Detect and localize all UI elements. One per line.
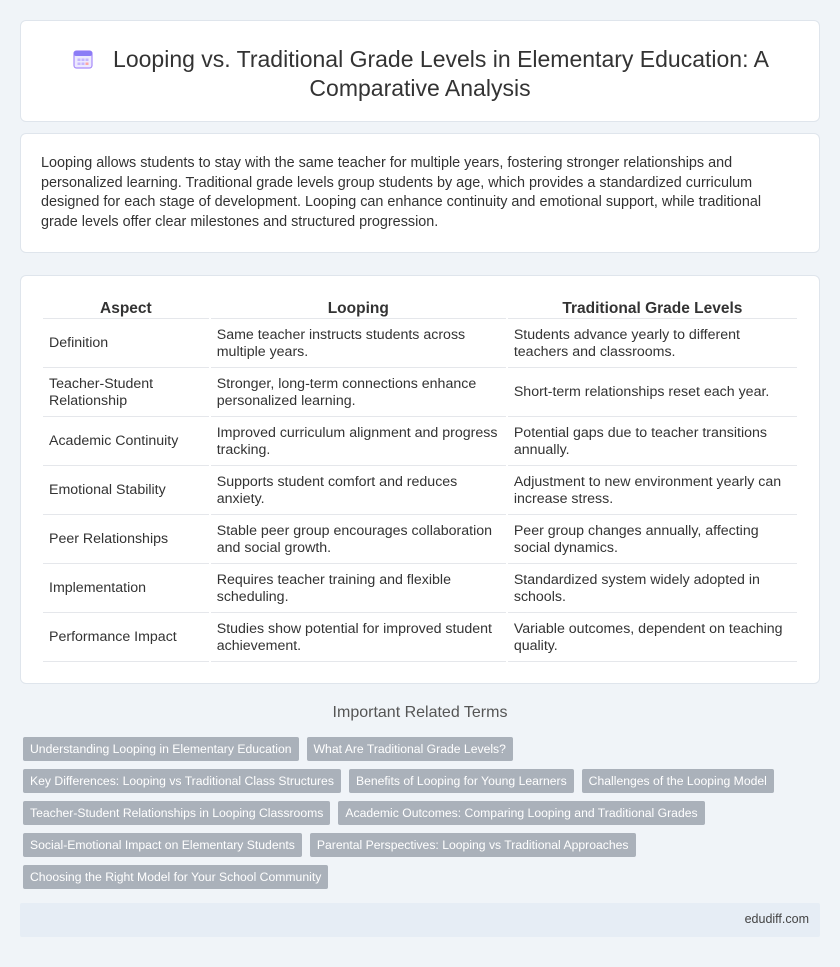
table-row <box>43 321 797 368</box>
aspect-cell: Teacher-Student Relationship <box>43 370 209 417</box>
intro-paragraph: Looping allows students to stay with the same teacher for multiple years, fostering stronger relationships and personalized learning. Traditional grade levels group students by age, which provides a standardized curriculum designed for each stage of development. Looping can enhance continuity and emotional support, while traditional grade levels offer clear milestones and structured progression. <box>41 155 762 230</box>
table-header-row <box>43 298 797 319</box>
related-term-link[interactable]: Academic Outcomes: Comparing Looping and Traditional Grades <box>338 801 704 825</box>
looping-cell: Studies show potential for improved student achievement. <box>211 615 506 662</box>
related-term-link[interactable]: Parental Perspectives: Looping vs Traditional Approaches <box>310 833 636 857</box>
looping-cell: Stronger, long-term connections enhance personalized learning. <box>211 370 506 417</box>
table-row <box>43 419 797 466</box>
related-term-link[interactable]: Choosing the Right Model for Your School Community <box>23 865 328 889</box>
traditional-cell: Peer group changes annually, affecting social dynamics. <box>508 517 797 564</box>
footer <box>20 903 820 937</box>
tag-row <box>23 833 803 857</box>
looping-cell: Requires teacher training and flexible scheduling. <box>211 566 506 613</box>
table-row <box>43 566 797 613</box>
related-term-link[interactable]: What Are Traditional Grade Levels? <box>307 737 513 761</box>
related-term-link[interactable]: Benefits of Looping for Young Learners <box>349 769 574 793</box>
comparison-card <box>20 275 820 684</box>
traditional-cell: Standardized system widely adopted in schools. <box>508 566 797 613</box>
table-row <box>43 615 797 662</box>
header-aspect: Aspect <box>43 298 209 319</box>
looping-cell: Supports student comfort and reduces anxiety. <box>211 468 506 515</box>
comparison-table <box>41 296 799 664</box>
related-term-link[interactable]: Social-Emotional Impact on Elementary Students <box>23 833 302 857</box>
traditional-cell: Students advance yearly to different teachers and classrooms. <box>508 321 797 368</box>
related-term-link[interactable]: Teacher-Student Relationships in Looping Classrooms <box>23 801 330 825</box>
looping-cell: Stable peer group encourages collaboration and social growth. <box>211 517 506 564</box>
traditional-cell: Potential gaps due to teacher transitions annually. <box>508 419 797 466</box>
related-terms-title: Important Related Terms <box>332 704 508 721</box>
footer-site-link[interactable]: edudiff.com <box>744 912 809 926</box>
table-row <box>43 517 797 564</box>
table-row <box>43 370 797 417</box>
tag-row <box>23 801 803 825</box>
header-looping: Looping <box>211 298 506 319</box>
aspect-cell: Emotional Stability <box>43 468 209 515</box>
traditional-cell: Short-term relationships reset each year. <box>508 370 797 417</box>
header-card <box>20 20 820 122</box>
table-row <box>43 468 797 515</box>
calendar-icon <box>71 47 95 71</box>
related-terms-list <box>23 737 803 897</box>
aspect-cell: Definition <box>43 321 209 368</box>
intro-card <box>20 133 820 253</box>
traditional-cell: Variable outcomes, dependent on teaching quality. <box>508 615 797 662</box>
aspect-cell: Implementation <box>43 566 209 613</box>
related-term-link[interactable]: Key Differences: Looping vs Traditional Class Structures <box>23 769 341 793</box>
looping-cell: Same teacher instructs students across multiple years. <box>211 321 506 368</box>
page-title-text: Looping vs. Traditional Grade Levels in Elementary Education: A Comparative Analysis <box>113 46 769 101</box>
aspect-cell: Academic Continuity <box>43 419 209 466</box>
related-term-link[interactable]: Challenges of the Looping Model <box>582 769 774 793</box>
aspect-cell: Performance Impact <box>43 615 209 662</box>
tag-row <box>23 737 803 761</box>
looping-cell: Improved curriculum alignment and progress tracking. <box>211 419 506 466</box>
traditional-cell: Adjustment to new environment yearly can increase stress. <box>508 468 797 515</box>
page-title <box>61 45 779 103</box>
tag-row <box>23 769 803 793</box>
related-term-link[interactable]: Understanding Looping in Elementary Education <box>23 737 299 761</box>
tag-row <box>23 865 803 889</box>
header-traditional: Traditional Grade Levels <box>508 298 797 319</box>
aspect-cell: Peer Relationships <box>43 517 209 564</box>
